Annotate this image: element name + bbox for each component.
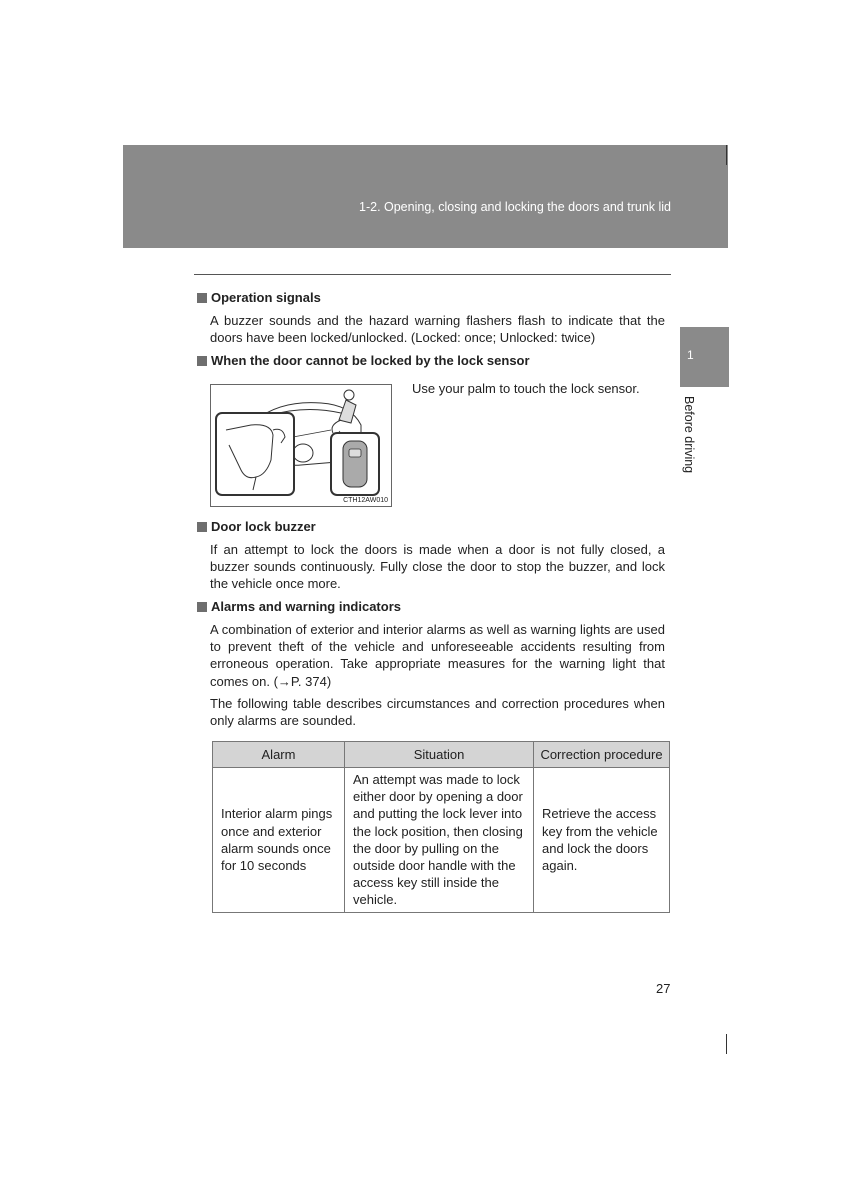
heading-door-lock-buzzer (197, 519, 316, 534)
crop-mark-top (726, 145, 727, 165)
top-divider (194, 274, 671, 275)
heading-alarms (197, 599, 401, 614)
square-bullet-icon (197, 522, 207, 532)
square-bullet-icon (197, 602, 207, 612)
header-band (123, 145, 728, 248)
alarm-table (212, 741, 670, 913)
page-number: 27 (656, 981, 671, 996)
square-bullet-icon (197, 356, 207, 366)
lock-sensor-illustration (210, 384, 392, 507)
table-cell-alarm: Interior alarm pings once and exterior alarm sounds once for 10 seconds (213, 768, 345, 913)
square-bullet-icon (197, 293, 207, 303)
paragraph-alarms-1: A combination of exterior and interior alarms as well as warning lights are used to prevent theft of the vehicle and unforeseeable accidents resulting from erroneous operation. Take appropriate measures for the warning light that comes on. (→P. 374) (210, 622, 665, 689)
table-row (213, 768, 670, 913)
table-header-row (213, 742, 670, 768)
car-door-illustration (211, 385, 391, 506)
column-header: Correction procedure (534, 742, 670, 768)
section-title: 1-2. Opening, closing and locking the doors and trunk lid (359, 200, 671, 214)
paragraph-door-lock-buzzer: If an attempt to lock the doors is made when a door is not fully closed, a buzzer sounds continuously. Fully close the door to stop the buzzer, and lock the vehicle once more. (210, 542, 665, 592)
paragraph-alarms-2: The following table describes circumstances and correction procedures when only alarms are sounded. (210, 696, 665, 729)
crop-mark-bottom (726, 1034, 727, 1054)
column-header: Situation (345, 742, 534, 768)
chapter-number: 1 (687, 348, 694, 362)
heading-text: Door lock buzzer (211, 519, 316, 534)
heading-text: Operation signals (211, 290, 321, 305)
heading-operation-signals (197, 290, 321, 305)
paragraph-operation-signals: A buzzer sounds and the hazard warning flashers flash to indicate that the doors have been locked/unlocked. (Locked: once; Unlocked: twice) (210, 313, 665, 346)
heading-text: When the door cannot be locked by the lock sensor (211, 353, 530, 368)
heading-text: Alarms and warning indicators (211, 599, 401, 614)
figure-description: Use your palm to touch the lock sensor. (412, 381, 640, 396)
chapter-label: Before driving (682, 396, 696, 474)
chapter-tab (680, 327, 729, 387)
table-cell-correction: Retrieve the access key from the vehicle and lock the doors again. (534, 768, 670, 913)
figure-code: CTH12AW010 (343, 497, 388, 504)
table-cell-situation: An attempt was made to lock either door by opening a door and putting the lock lever into the lock position, then closing the door by pulling on the outside door handle with the access key still inside the vehicle. (345, 768, 534, 913)
heading-lock-sensor (197, 353, 530, 368)
column-header: Alarm (213, 742, 345, 768)
